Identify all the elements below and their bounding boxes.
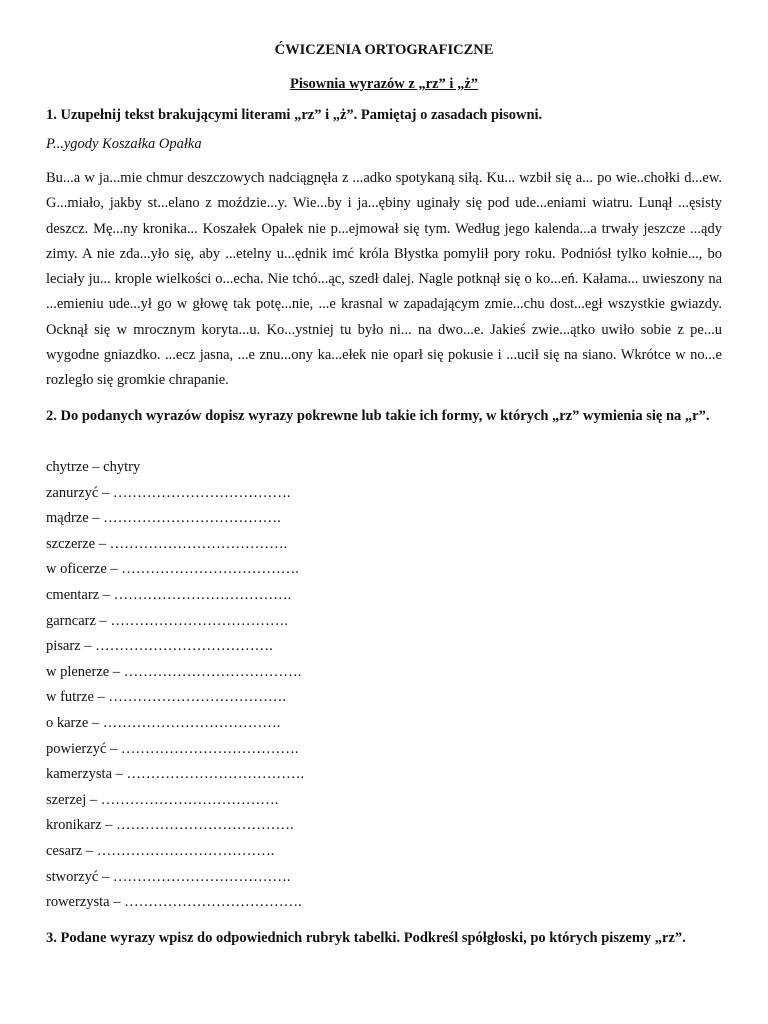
word-item: chytrze – chytry (46, 459, 141, 475)
exercise-1-text (46, 166, 722, 394)
exercise-3-instruction: 3. Podane wyrazy wpisz do odpowiednich rubryk tabelki. Podkreśl spółgłoski, po których piszemy „rz”. (46, 930, 686, 946)
word-item: szczerze – ………………………………. (46, 535, 288, 552)
word-item: w futrze – ………………………………. (46, 689, 287, 706)
word-item: pisarz – ………………………………. (46, 638, 273, 655)
word-item: powierzyć – ………………………………. (46, 740, 299, 757)
word-item: kronikarz – ………………………………. (46, 817, 294, 834)
word-item: szerzej – ………………………………. (46, 791, 279, 808)
word-item: garncarz – ………………………………. (46, 612, 289, 629)
story-title: P...ygody Koszałka Opałka (46, 136, 202, 152)
word-item: cesarz – ………………………………. (46, 842, 275, 859)
word-item: o karze – ………………………………. (46, 714, 281, 731)
exercise-2-word-list (46, 455, 722, 916)
page-subtitle: Pisownia wyrazów z „rz” i „ż” (289, 76, 479, 92)
word-item: cmentarz – ………………………………. (46, 586, 292, 603)
story-paragraph: Bu...a w ja...mie chmur deszczowych nadciągnęła z ...adko spotykaną siłą. Ku... wzbił się a... po wie..chołki d...ew. G...miało, jakby st...elano z moździe...y. Wie...by i ja...ębiny uginały się pod ude...eniami wiatru. Lunął ...ęsisty deszcz. Mę...ny kronika... Koszałek Opałek nie p...ejmował się tym. Według jego kalenda...a trwały jeszcze ...ądy zimy. A nie zda...yło się, aby ...etelny u...ędnik imć króla Błystka pomylił pory roku. Podniósł tylko kołnie..., bo leciały ju... krople wielkości o...echa. Nie tchó...ąc, szedł dalej. Nagle potknął się o ko...eń. Kałama... uwieszony na ...emieniu ude...ył go w głowę tak potę...nie, ...e krasnal w zapadającym zmie...chu dost...egł wszystkie gwiazdy. Ocknął się w mrocznym koryta...u. Ko...ystniej tu było ni... na dwo...e. Jakieś zwie...ątko uwiło sobie z pe...u wygodne gniazdko. ...ecz jasna, ...e znu...ony ka...ełek nie oparł się pokusie i ...ucił się na siano. Wkrótce w no...e rozległo się gromkie chrapanie. (46, 170, 722, 389)
exercise-1-instruction: 1. Uzupełnij tekst brakującymi literami „rz” i „ż”. Pamiętaj o zasadach pisowni. (46, 107, 543, 123)
word-item: kamerzysta – ………………………………. (46, 766, 305, 783)
word-item: w oficerze – ………………………………. (46, 561, 299, 578)
word-item: zanurzyć – ………………………………. (46, 484, 291, 501)
exercise-2-instruction: 2. Do podanych wyrazów dopisz wyrazy pokrewne lub takie ich formy, w których „rz” wymienia się na „r”. (46, 408, 710, 424)
word-item: rowerzysta – ………………………………. (46, 894, 302, 911)
word-item: stworzyć – ………………………………. (46, 868, 291, 885)
word-item: mądrze – ………………………………. (46, 510, 281, 527)
word-item: w plenerze – ………………………………. (46, 663, 302, 680)
page-title: ĆWICZENIA ORTOGRAFICZNE (274, 42, 494, 58)
